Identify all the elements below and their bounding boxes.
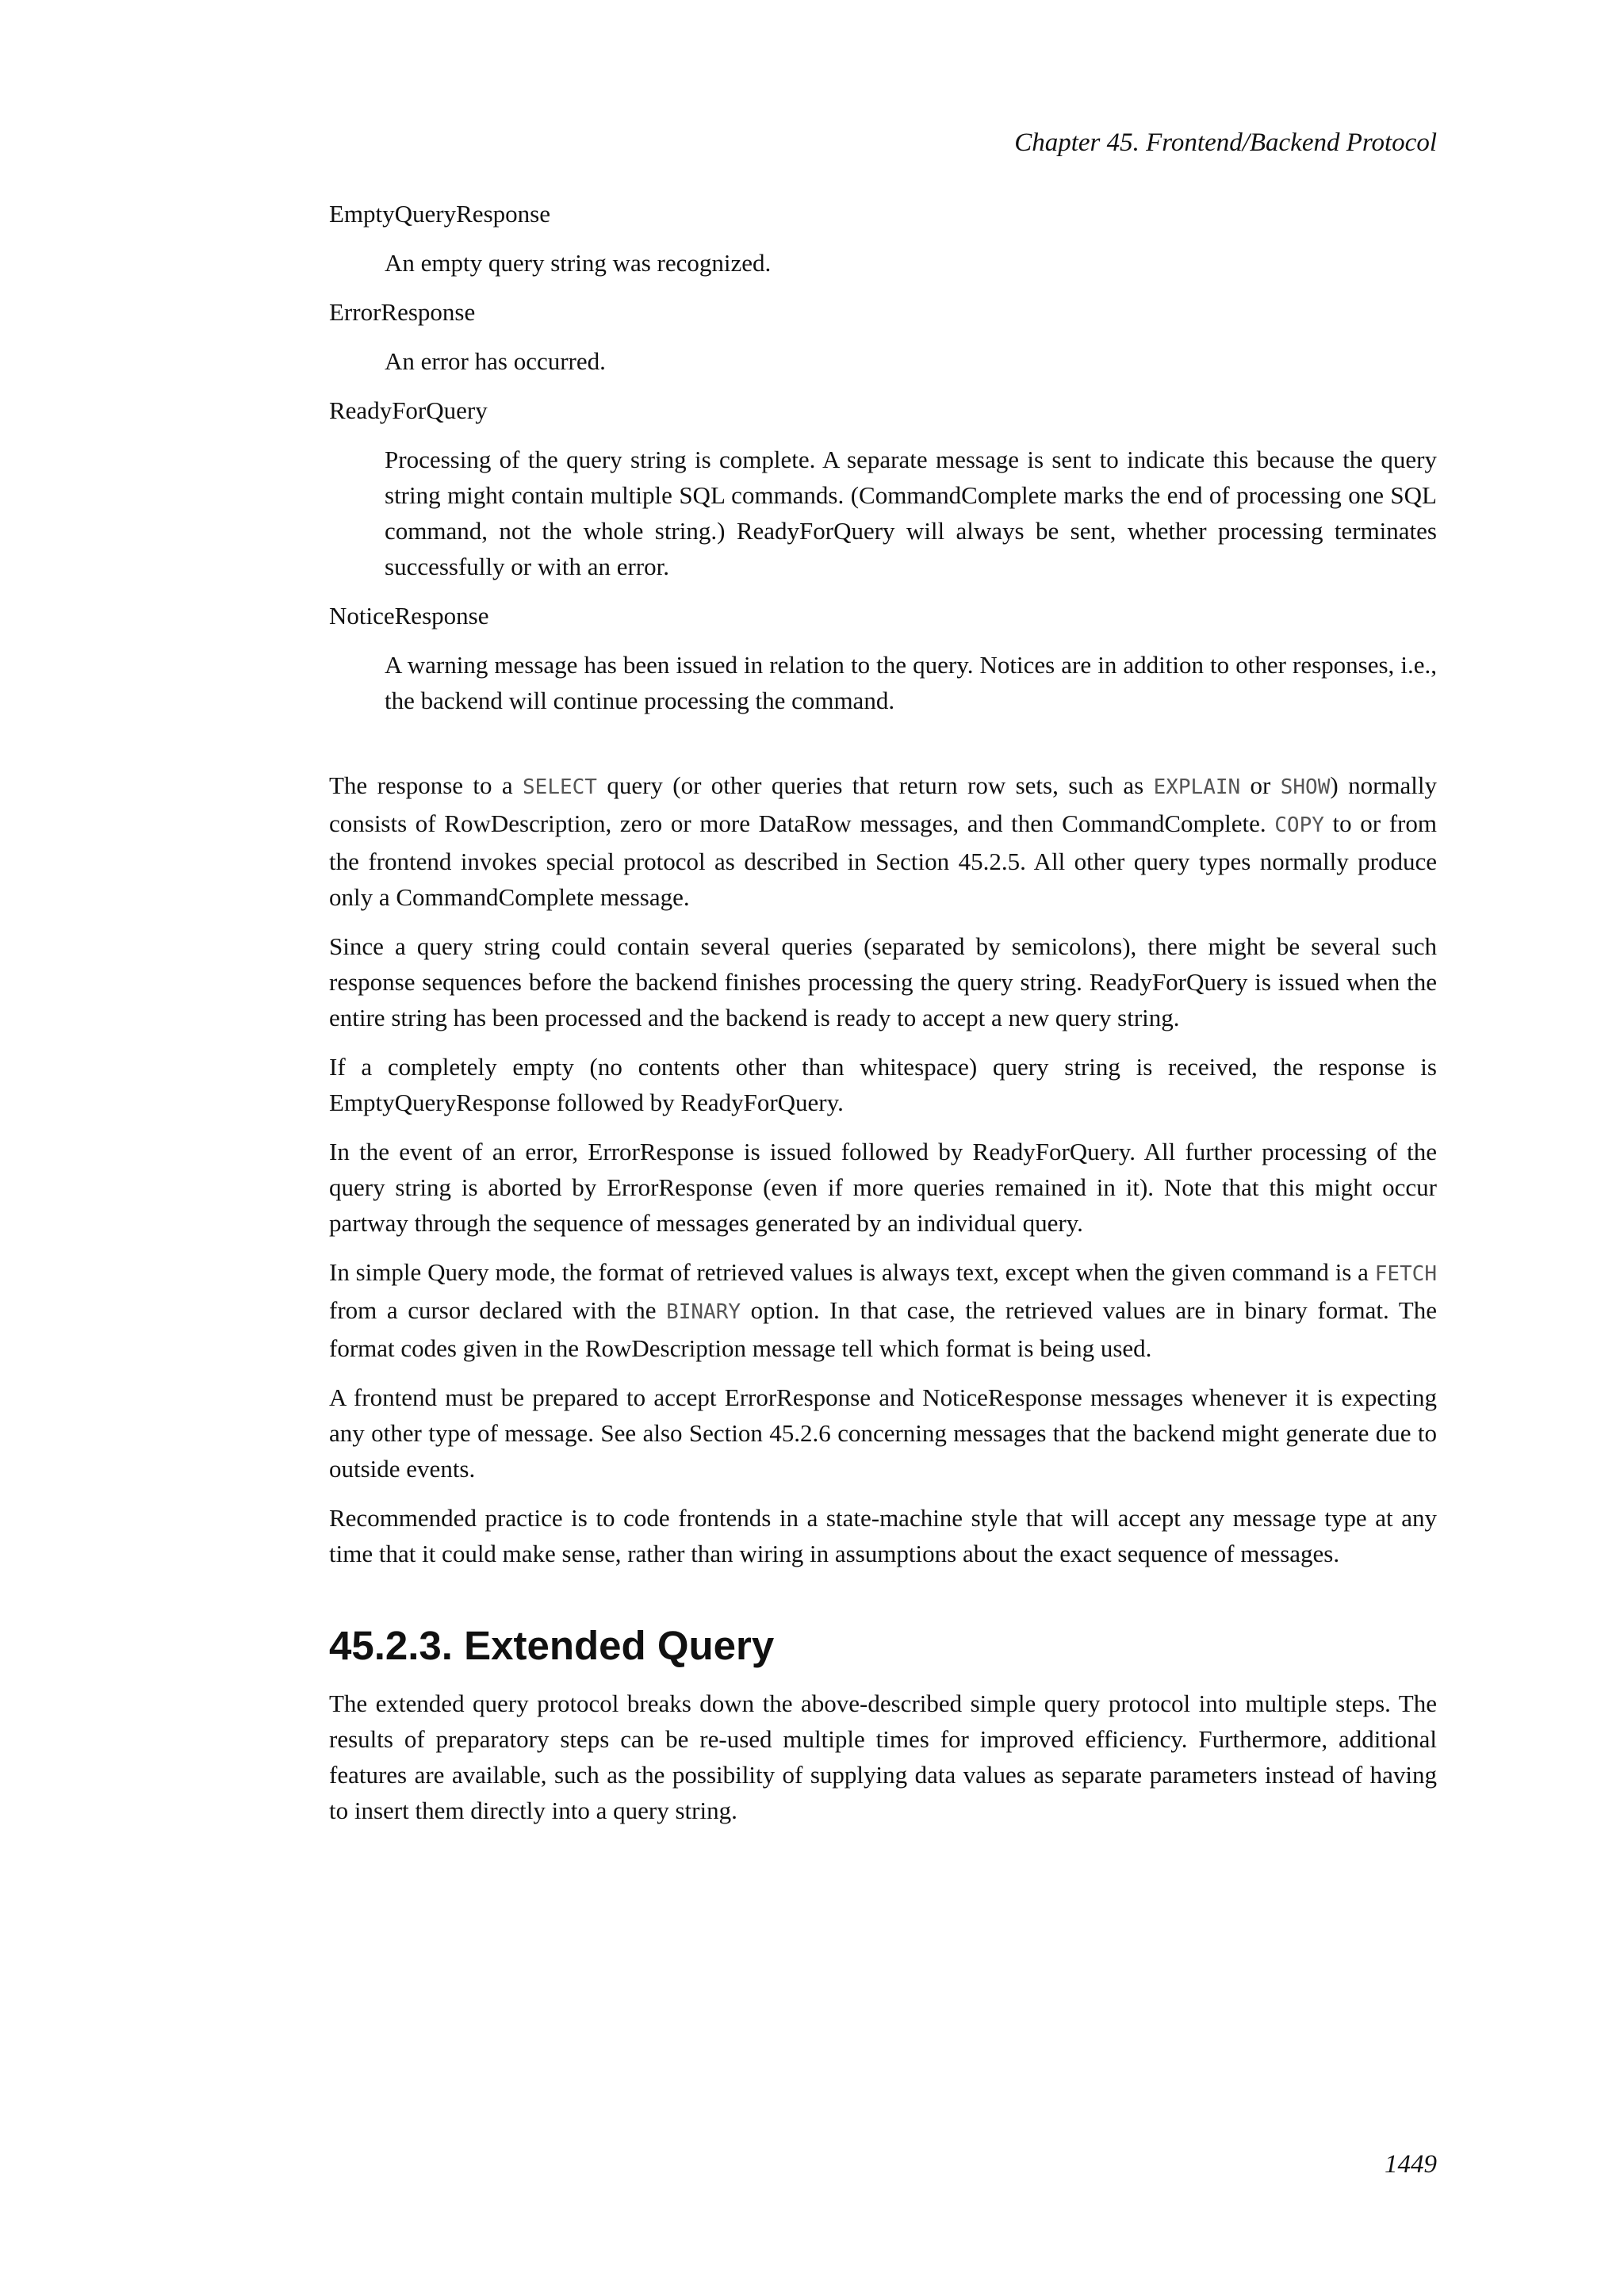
definition-term: ErrorResponse bbox=[329, 298, 476, 326]
body-paragraph: In the event of an error, ErrorResponse is issued followed by ReadyForQuery. All further processing of the query string is aborted by ErrorResponse (even if more queries remained in it). Note that this might occur partway through the sequence of messages generated by an individual query. bbox=[329, 1138, 1437, 1237]
text-run: option. In that case, the retrieved values are in binary format. The format codes given in the RowDescription message tell which format is being used. bbox=[329, 1296, 1437, 1362]
page-content bbox=[329, 196, 1437, 1828]
text-run: ) normally consists of RowDescription, zero or more DataRow messages, and then CommandComplete. bbox=[329, 771, 1437, 837]
body-paragraph: Since a query string could contain several queries (separated by semicolons), there might be several such response sequences before the backend finishes processing the query string. ReadyForQuery is issued when the entire string has been processed and the backend is ready to accept a new query string. bbox=[329, 932, 1437, 1031]
body-paragraph: The extended query protocol breaks down the above-described simple query protocol into multiple steps. The results of preparatory steps can be re-used multiple times for improved efficiency. Furthermore, additional features are available, such as the possibility of supplying data values as separate parameters instead of having to insert them directly into a query string. bbox=[329, 1689, 1437, 1824]
text-run: The response to a bbox=[329, 771, 523, 799]
body-paragraph: A frontend must be prepared to accept ErrorResponse and NoticeResponse messages whenever it is expecting any other type of message. See also Section 45.2.6 concerning messages that the backend might generate due to outside events. bbox=[329, 1383, 1437, 1483]
definition-term: ReadyForQuery bbox=[329, 396, 488, 424]
definition-description: Processing of the query string is complete. A separate message is sent to indicate this because the query string might contain multiple SQL commands. (CommandComplete marks the end of processing one SQL command, not the whole string.) ReadyForQuery will always be sent, whether processing terminates successfully or with an error. bbox=[385, 446, 1437, 580]
text-run: from a cursor declared with the bbox=[329, 1296, 667, 1324]
body-paragraph bbox=[329, 1254, 1437, 1366]
text-run: or bbox=[1240, 771, 1281, 799]
inline-code: COPY bbox=[1274, 813, 1324, 837]
running-header: Chapter 45. Frontend/Backend Protocol bbox=[1014, 128, 1437, 157]
definition-term: EmptyQueryResponse bbox=[329, 200, 550, 228]
message-definition-list bbox=[329, 196, 1437, 718]
section-heading: 45.2.3. Extended Query bbox=[329, 1623, 775, 1668]
body-paragraph bbox=[329, 767, 1437, 915]
body-paragraph: Recommended practice is to code frontends in a state-machine style that will accept any message type at any time that it could make sense, rather than wiring in assumptions about the exact sequence of messages. bbox=[329, 1504, 1437, 1567]
definition-description: A warning message has been issued in relation to the query. Notices are in addition to other responses, i.e., the backend will continue processing the command. bbox=[385, 651, 1437, 714]
inline-code: FETCH bbox=[1374, 1262, 1437, 1286]
inline-code: SHOW bbox=[1280, 775, 1331, 799]
text-run: query (or other queries that return row sets, such as bbox=[596, 771, 1154, 799]
page-number: 1449 bbox=[1385, 2150, 1437, 2179]
body-paragraph: If a completely empty (no contents other than whitespace) query string is received, the response is EmptyQueryResponse followed by ReadyForQuery. bbox=[329, 1053, 1437, 1116]
definition-description: An error has occurred. bbox=[385, 347, 606, 375]
text-run: to or from the frontend invokes special protocol as described in Section 45.2.5. All other query types normally produce only a CommandComplete message. bbox=[329, 809, 1437, 911]
definition-description: An empty query string was recognized. bbox=[385, 249, 772, 277]
definition-term: NoticeResponse bbox=[329, 602, 489, 629]
inline-code: SELECT bbox=[523, 775, 597, 799]
inline-code: BINARY bbox=[666, 1300, 741, 1324]
document-page bbox=[329, 0, 1437, 2296]
inline-code: EXPLAIN bbox=[1153, 775, 1241, 799]
text-run: In simple Query mode, the format of retrieved values is always text, except when the given command is a bbox=[329, 1258, 1375, 1286]
